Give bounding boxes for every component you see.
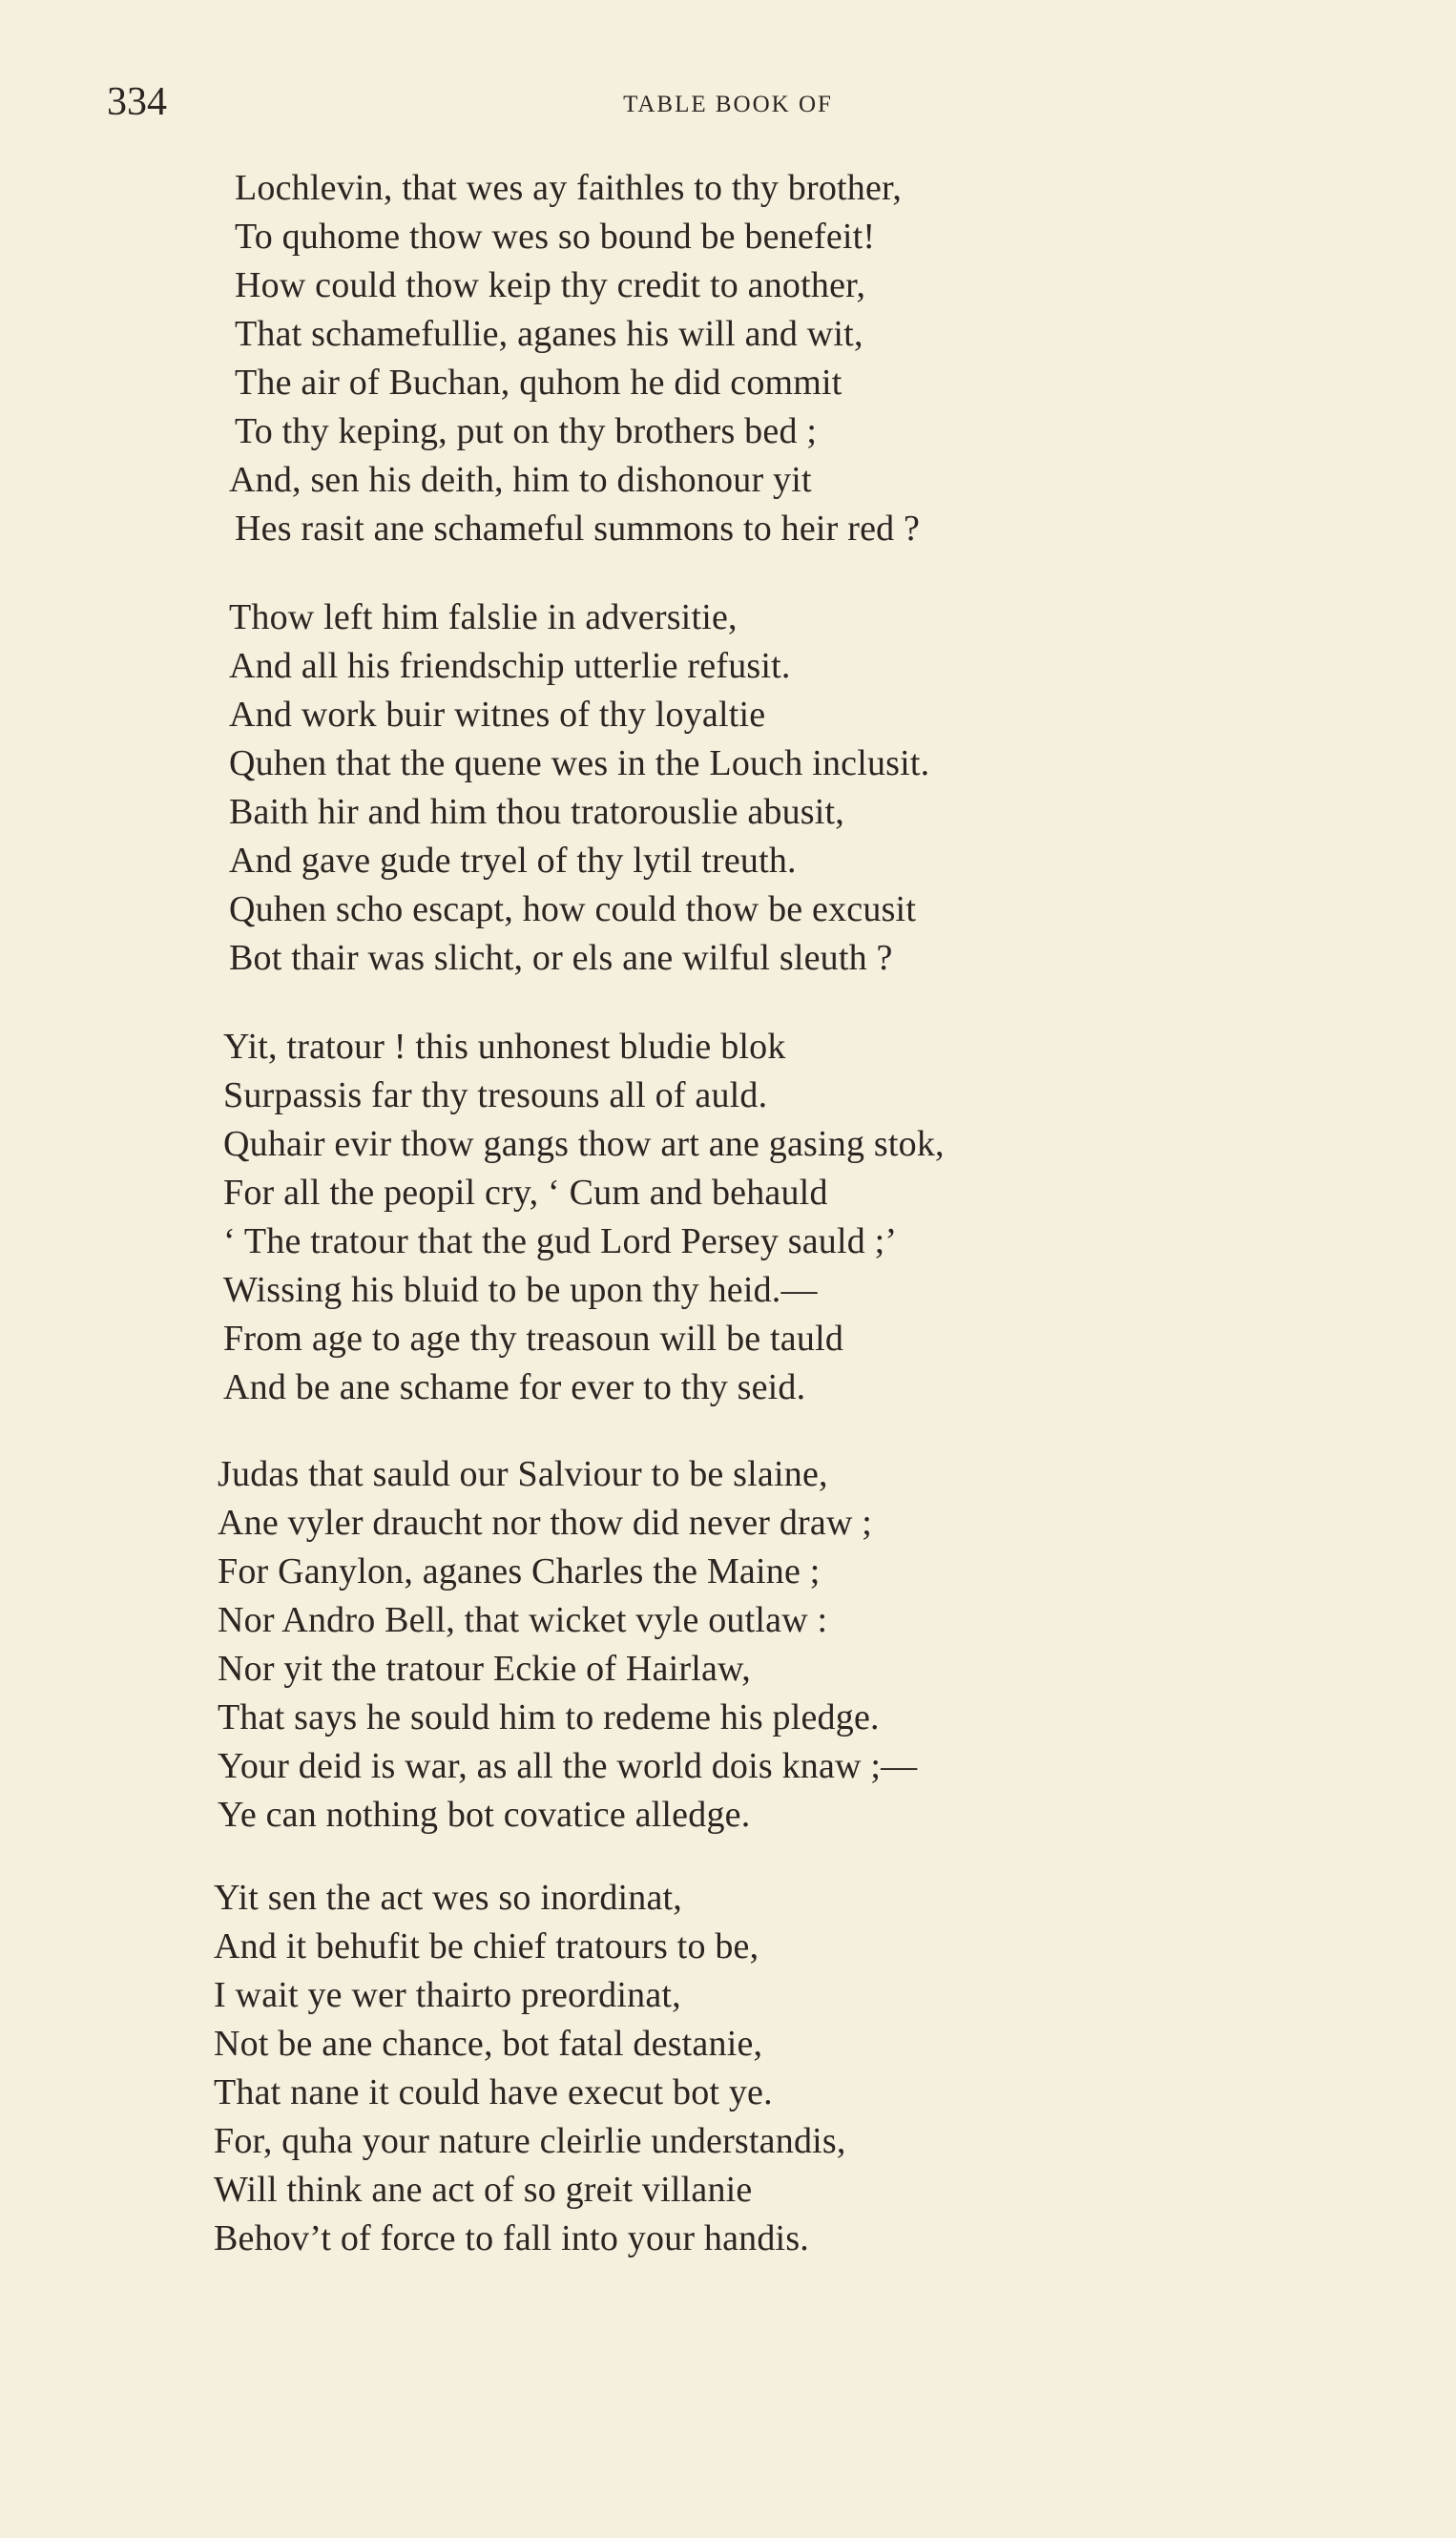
verse-line: How could thow keip thy credit to another, [235,265,866,305]
verse-line: For all the peopil cry, ‘ Cum and behauld [223,1173,828,1213]
verse-line: Judas that sauld our Salviour to be slaine, [218,1454,828,1494]
verse-line: Quhen scho escapt, how could thow be excusit [229,889,917,929]
verse-line: And gave gude tryel of thy lytil treuth. [229,841,797,881]
verse-line: That says he sould him to redeme his pledge. [218,1697,880,1737]
verse-line: And work buir witnes of thy loyaltie [229,695,766,735]
verse-line: From age to age thy treasoun will be tauld [223,1319,844,1359]
verse-line: Quhen that the quene wes in the Louch inclusit. [229,743,930,783]
running-title: TABLE BOOK OF [623,92,833,117]
verse-line: Yit, tratour ! this unhonest bludie blok [223,1027,786,1067]
verse-line: And it behufit be chief tratours to be, [214,1926,759,1966]
verse-line: Lochlevin, that wes ay faithles to thy brother, [235,168,903,208]
verse-line: Baith hir and him thou tratorouslie abusit, [229,792,845,832]
verse-line: Ye can nothing bot covatice alledge. [218,1795,751,1835]
verse-line: Quhair evir thow gangs thow art ane gasing stok, [223,1124,945,1164]
verse-line: Nor yit the tratour Eckie of Hairlaw, [218,1649,751,1689]
verse-line: For, quha your nature cleirlie understandis, [214,2121,846,2161]
verse-line: For Ganylon, aganes Charles the Maine ; [218,1551,821,1591]
verse-line: And, sen his deith, him to dishonour yit [229,460,812,500]
verse-line: Behov’t of force to fall into your handis. [214,2218,810,2258]
verse-line: Thow left him falslie in adversitie, [229,597,738,637]
verse-line: I wait ye wer thairto preordinat, [214,1975,681,2015]
verse-line: Bot thair was slicht, or els ane wilful sleuth ? [229,938,893,978]
verse-line: Will think ane act of so greit villanie [214,2170,753,2210]
verse-line: Hes rasit ane schameful summons to heir red ? [235,509,921,549]
verse-line: And be ane schame for ever to thy seid. [223,1367,806,1407]
verse-line: Your deid is war, as all the world dois knaw ;— [218,1746,918,1786]
verse-line: To quhome thow wes so bound be benefeit! [235,217,876,257]
verse-line: Ane vyler draucht nor thow did never draw ; [218,1503,873,1543]
verse-line: Nor Andro Bell, that wicket vyle outlaw : [218,1600,828,1640]
page-number: 334 [107,80,167,124]
verse-line: That schamefullie, aganes his will and wit, [235,314,863,354]
verse-line: That nane it could have execut bot ye. [214,2072,773,2112]
verse-line: And all his friendschip utterlie refusit. [229,646,791,686]
verse-line: Wissing his bluid to be upon thy heid.— [223,1270,818,1310]
verse-line: Not be ane chance, bot fatal destanie, [214,2024,763,2064]
verse-line: ‘ The tratour that the gud Lord Persey sauld ;’ [223,1221,898,1261]
verse-line: To thy keping, put on thy brothers bed ; [235,411,818,451]
verse-line: Surpassis far thy tresouns all of auld. [223,1075,768,1115]
verse-line: The air of Buchan, quhom he did commit [235,363,842,403]
verse-line: Yit sen the act wes so inordinat, [214,1878,683,1918]
